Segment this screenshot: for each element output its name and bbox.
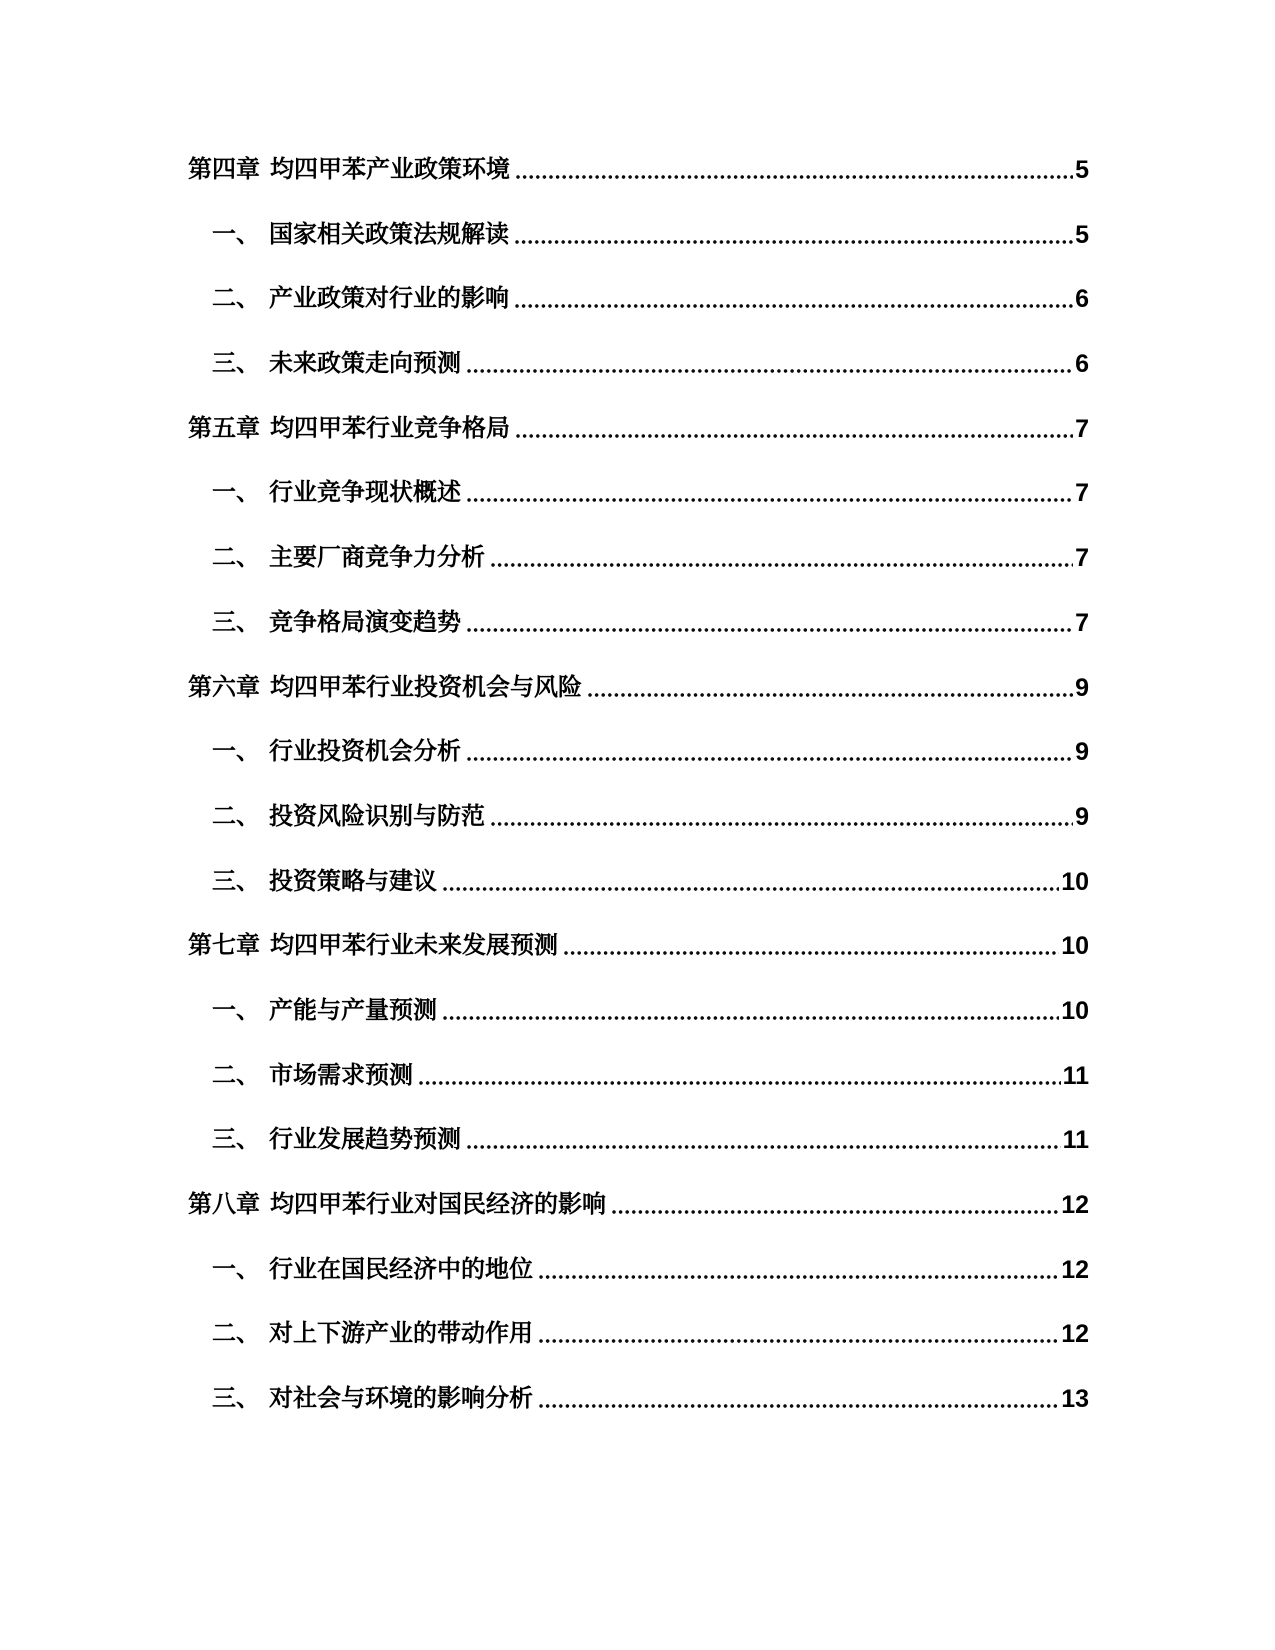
toc-entry-title: 均四甲苯行业未来发展预测 xyxy=(270,932,558,960)
dotted-leader xyxy=(515,174,1073,180)
toc-entry-chapter[interactable] xyxy=(188,1192,1089,1218)
toc-entry-title: 行业在国民经济中的地位 xyxy=(269,1255,533,1283)
toc-entry-number: 一、 xyxy=(212,738,260,766)
toc-entry-title: 市场需求预测 xyxy=(269,1061,413,1089)
toc-entry-chapter[interactable] xyxy=(188,157,1089,183)
toc-entry-title: 国家相关政策法规解读 xyxy=(269,220,509,248)
toc-entry-page: 9 xyxy=(1075,802,1089,831)
toc-entry-page: 11 xyxy=(1062,1126,1089,1155)
toc-entry-title: 投资策略与建议 xyxy=(269,867,437,895)
toc-entry-number: 二、 xyxy=(212,1061,260,1089)
toc-entry-page: 6 xyxy=(1075,285,1089,314)
toc-entry-page: 5 xyxy=(1075,220,1089,249)
dotted-leader xyxy=(442,1015,1059,1021)
dotted-leader xyxy=(490,562,1073,568)
toc-entry-sub[interactable] xyxy=(188,739,1089,765)
toc-entry-sub[interactable] xyxy=(188,545,1089,571)
toc-entry-chapter[interactable] xyxy=(188,675,1089,701)
toc-entry-title: 均四甲苯行业投资机会与风险 xyxy=(270,673,582,701)
toc-entry-page: 13 xyxy=(1061,1385,1089,1414)
toc-entry-title: 均四甲苯行业竞争格局 xyxy=(270,414,510,442)
toc-entry-page: 12 xyxy=(1061,1320,1089,1349)
dotted-leader xyxy=(442,886,1059,892)
toc-entry-sub[interactable] xyxy=(188,1386,1089,1412)
toc-entry-title: 未来政策走向预测 xyxy=(269,350,461,378)
toc-entry-sub[interactable] xyxy=(188,1257,1089,1283)
toc-entry-title: 投资风险识别与防范 xyxy=(269,802,485,830)
toc-entry-number: 第四章 xyxy=(188,156,260,183)
toc-entry-sub[interactable] xyxy=(188,286,1089,312)
toc-entry-chapter[interactable] xyxy=(188,416,1089,442)
toc-entry-page: 7 xyxy=(1075,608,1089,637)
toc-entry-title: 均四甲苯产业政策环境 xyxy=(270,156,510,183)
toc-entry-page: 7 xyxy=(1075,414,1089,443)
toc-entry-title: 行业投资机会分析 xyxy=(269,738,461,766)
dotted-leader xyxy=(466,756,1073,762)
toc-entry-title: 均四甲苯行业对国民经济的影响 xyxy=(270,1191,606,1218)
toc-entry-number: 第八章 xyxy=(188,1191,260,1218)
toc-entry-page: 9 xyxy=(1075,738,1089,767)
toc-entry-page: 10 xyxy=(1061,867,1089,896)
dotted-leader xyxy=(490,821,1073,827)
toc-entry-number: 三、 xyxy=(212,1126,260,1154)
toc-entry-page: 5 xyxy=(1075,156,1089,184)
toc-entry-number: 三、 xyxy=(212,350,260,378)
toc-entry-number: 第六章 xyxy=(188,673,260,701)
dotted-leader xyxy=(515,433,1073,439)
toc-entry-title: 对上下游产业的带动作用 xyxy=(269,1320,533,1348)
toc-entry-title: 行业发展趋势预测 xyxy=(269,1126,461,1154)
dotted-leader xyxy=(466,368,1073,374)
toc-entry-sub[interactable] xyxy=(188,610,1089,636)
dotted-leader xyxy=(538,1338,1059,1344)
toc-entry-sub[interactable] xyxy=(188,998,1089,1024)
toc-entry-page: 7 xyxy=(1075,479,1089,508)
toc-entry-number: 第七章 xyxy=(188,932,260,960)
toc-entry-chapter[interactable] xyxy=(188,933,1089,959)
toc-entry-title: 主要厂商竞争力分析 xyxy=(269,544,485,572)
dotted-leader xyxy=(418,1080,1061,1086)
toc-entry-sub[interactable] xyxy=(188,1063,1089,1089)
dotted-leader xyxy=(587,692,1073,698)
toc-entry-number: 二、 xyxy=(212,1320,260,1348)
toc-entry-number: 一、 xyxy=(212,1255,260,1283)
toc-entry-sub[interactable] xyxy=(188,480,1089,506)
dotted-leader xyxy=(466,627,1073,633)
dotted-leader xyxy=(538,1403,1059,1409)
toc-entry-title: 竞争格局演变趋势 xyxy=(269,608,461,636)
dotted-leader xyxy=(514,303,1073,309)
toc-entry-page: 12 xyxy=(1061,1255,1089,1284)
toc-entry-page: 12 xyxy=(1061,1191,1089,1219)
toc-list xyxy=(188,157,1089,1412)
dotted-leader xyxy=(466,497,1073,503)
toc-entry-title: 对社会与环境的影响分析 xyxy=(269,1385,533,1413)
toc-entry-page: 9 xyxy=(1075,673,1089,702)
toc-entry-page: 10 xyxy=(1061,996,1089,1025)
toc-entry-number: 三、 xyxy=(212,1385,260,1413)
toc-entry-number: 三、 xyxy=(212,867,260,895)
toc-entry-title: 产业政策对行业的影响 xyxy=(269,285,509,313)
toc-entry-number: 二、 xyxy=(212,285,260,313)
toc-entry-title: 产能与产量预测 xyxy=(269,996,437,1024)
toc-entry-page: 10 xyxy=(1061,932,1089,961)
toc-entry-page: 11 xyxy=(1062,1061,1089,1090)
toc-entry-number: 二、 xyxy=(212,544,260,572)
dotted-leader xyxy=(514,239,1073,245)
toc-entry-sub[interactable] xyxy=(188,351,1089,377)
toc-entry-number: 二、 xyxy=(212,802,260,830)
toc-entry-number: 第五章 xyxy=(188,414,260,442)
toc-entry-number: 一、 xyxy=(212,220,260,248)
toc-entry-sub[interactable] xyxy=(188,869,1089,895)
toc-entry-sub[interactable] xyxy=(188,1127,1089,1153)
toc-entry-number: 一、 xyxy=(212,996,260,1024)
dotted-leader xyxy=(466,1144,1061,1150)
toc-entry-title: 行业竞争现状概述 xyxy=(269,479,461,507)
dotted-leader xyxy=(611,1209,1059,1215)
toc-entry-sub[interactable] xyxy=(188,1321,1089,1347)
toc-entry-sub[interactable] xyxy=(188,804,1089,830)
toc-entry-sub[interactable] xyxy=(188,222,1089,248)
toc-entry-page: 7 xyxy=(1075,544,1089,573)
dotted-leader xyxy=(563,950,1059,956)
dotted-leader xyxy=(538,1274,1059,1280)
toc-entry-number: 三、 xyxy=(212,608,260,636)
toc-entry-page: 6 xyxy=(1075,350,1089,379)
toc-entry-number: 一、 xyxy=(212,479,260,507)
